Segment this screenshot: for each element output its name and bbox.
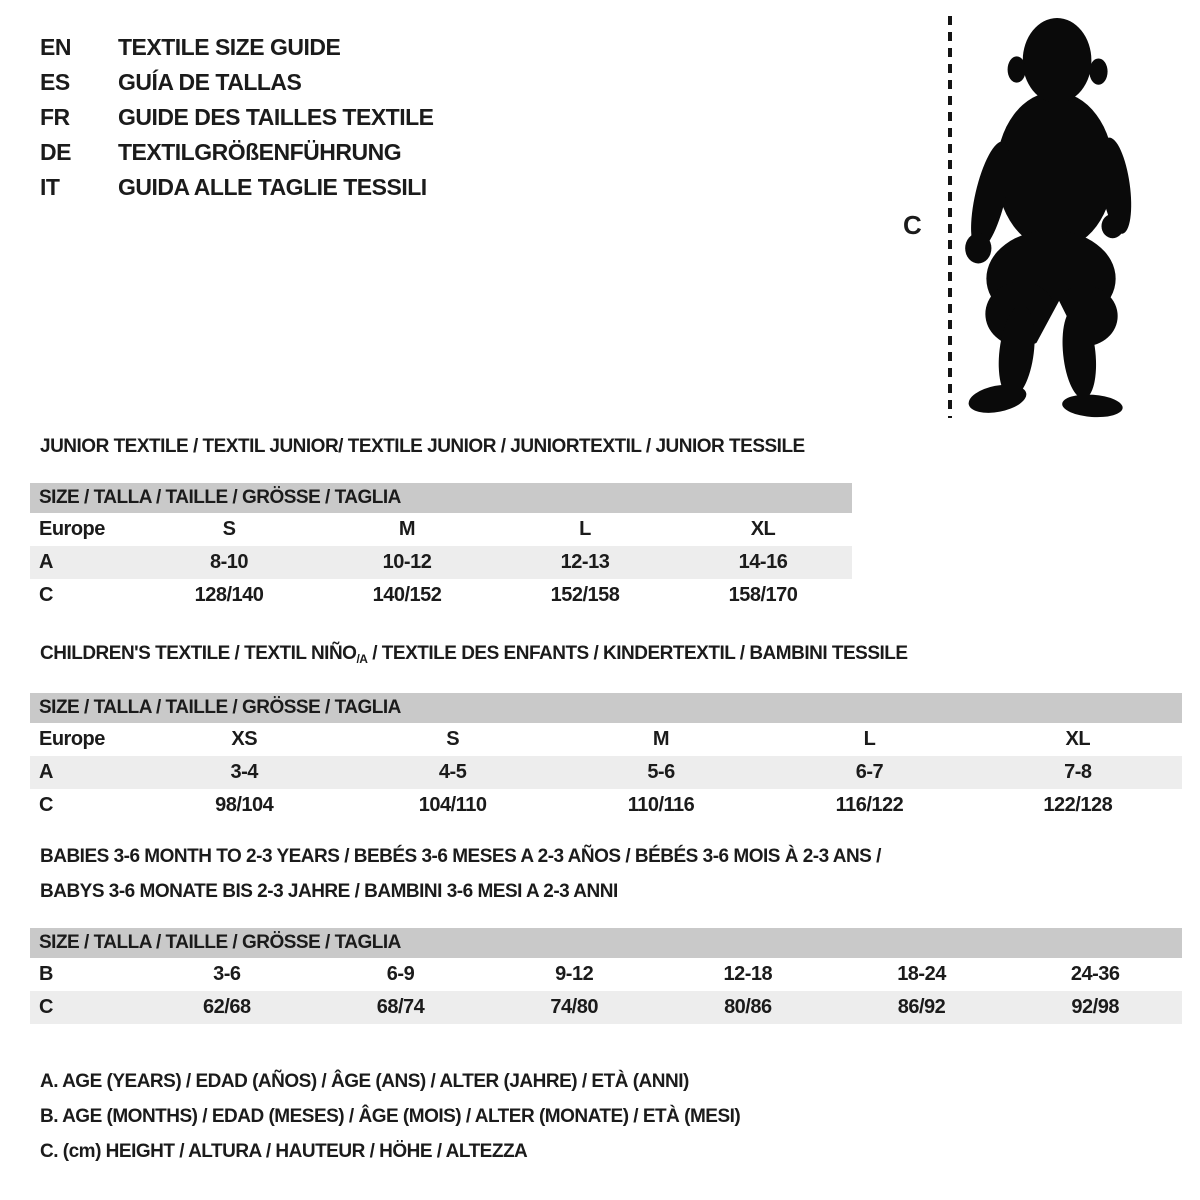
language-code: FR [40,104,70,130]
table-cell: 5-6 [647,761,675,783]
table-cell: 68/74 [376,996,425,1018]
table-cell: 152/158 [550,584,620,606]
section-title-line [40,844,881,879]
language-title: GUIDE DES TAILLES TEXTILE [118,104,434,130]
size-table-babies [30,928,1182,1024]
row-label: Europe [39,518,105,540]
section-title-children [40,641,908,676]
table-row [30,958,1182,991]
table-row [30,513,852,546]
section-title-line [40,434,805,469]
table-cell: 128/140 [194,584,264,606]
title-subscript: /A [356,652,368,666]
title-text: JUNIOR TEXTILE / TEXTIL JUNIOR/ TEXTILE JUNIOR / JUNIORTEXTIL / JUNIOR TESSILE [40,436,805,457]
table-row [30,546,852,579]
table-cell: 12-18 [723,963,773,985]
table-cell: 8-10 [209,551,249,573]
table-cell: 62/68 [203,996,251,1018]
table-cell: M [652,728,670,750]
language-row [40,135,434,170]
table-cell: 10-12 [382,551,432,573]
legend-line-a: A. AGE (YEARS) / EDAD (AÑOS) / ÂGE (ANS) / ALTER (JAHRE) / ETÀ (ANNI) [40,1071,689,1092]
table-cell: M [398,518,416,540]
table-cell: 9-12 [555,963,594,985]
table-row [30,789,1182,822]
language-code: IT [40,174,60,200]
table-cell: 14-16 [738,551,788,573]
table-cell: XS [231,728,258,750]
table-cell: 3-6 [213,963,241,985]
section-title-line [40,641,908,676]
height-measure-label: C [903,210,922,240]
size-table-header: SIZE / TALLA / TAILLE / GRÖSSE / TAGLIA [30,928,1182,958]
table-cell: 110/116 [627,794,695,816]
row-label: C [39,794,53,816]
table-cell: S [446,728,460,750]
table-cell: XL [750,518,776,540]
section-title-junior [40,434,805,469]
section-title-line [40,879,881,914]
table-cell: 158/170 [728,584,798,606]
table-row [30,756,1182,789]
measure-legend [40,1068,740,1173]
language-title-list [40,30,434,205]
language-row [40,65,434,100]
row-label: C [39,584,53,606]
table-row [30,579,852,612]
height-measure-dashed-line [948,16,952,418]
table-cell: 74/80 [550,996,598,1018]
table-cell: 7-8 [1064,761,1092,783]
table-cell: 86/92 [897,996,946,1018]
language-code: DE [40,139,71,165]
table-cell: 104/110 [418,794,487,816]
table-cell: 4-5 [438,761,467,783]
language-title: TEXTILGRÖßENFÜHRUNG [118,139,402,165]
table-cell: 18-24 [897,963,946,985]
table-cell: 24-36 [1070,963,1120,985]
table-cell: 116/122 [835,794,904,816]
table-cell: L [579,518,591,540]
language-row [40,30,434,65]
language-row [40,100,434,135]
size-table-children [30,693,1182,822]
size-table-header: SIZE / TALLA / TAILLE / GRÖSSE / TAGLIA [30,483,852,513]
table-row [30,723,1182,756]
title-text: CHILDREN'S TEXTILE / TEXTIL NIÑO [40,643,357,664]
table-cell: 140/152 [372,584,442,606]
table-cell: 80/86 [724,996,772,1018]
section-title-babies [40,844,881,914]
legend-line-c: C. (cm) HEIGHT / ALTURA / HAUTEUR / HÖHE / ALTEZZA [40,1141,528,1162]
title-text: BABYS 3-6 MONATE BIS 2-3 JAHRE / BAMBINI 3-6 MESI A 2-3 ANNI [40,881,618,902]
legend-line-b: B. AGE (MONTHS) / EDAD (MESES) / ÂGE (MOIS) / ALTER (MONATE) / ETÀ (MESI) [40,1106,741,1127]
row-label: A [39,761,53,783]
table-cell: 6-7 [855,761,884,783]
row-label: A [39,551,53,573]
table-row [30,991,1182,1024]
table-cell: 98/104 [215,794,274,816]
table-cell: 122/128 [1043,794,1113,816]
size-table-header: SIZE / TALLA / TAILLE / GRÖSSE / TAGLIA [30,693,1182,723]
row-label: Europe [39,728,105,750]
table-cell: XL [1065,728,1091,750]
table-cell: 12-13 [560,551,610,573]
toddler-silhouette [963,14,1137,420]
row-label: C [39,996,53,1018]
table-cell: S [222,518,236,540]
size-table-junior [30,483,852,612]
table-cell: 3-4 [230,761,258,783]
language-title: GUÍA DE TALLAS [118,69,302,95]
table-cell: 6-9 [386,963,415,985]
table-cell: 92/98 [1071,996,1119,1018]
title-text: BABIES 3-6 MONTH TO 2-3 YEARS / BEBÉS 3-6 MESES A 2-3 AÑOS / BÉBÉS 3-6 MOIS À 2-3 ANS / [40,846,881,867]
language-title: GUIDA ALLE TAGLIE TESSILI [118,174,427,200]
language-row [40,170,434,205]
language-code: ES [40,69,70,95]
language-code: EN [40,34,71,60]
title-text: / TEXTILE DES ENFANTS / KINDERTEXTIL / BAMBINI TESSILE [367,643,908,664]
row-label: B [39,963,53,985]
language-title: TEXTILE SIZE GUIDE [118,34,341,60]
table-cell: L [863,728,876,750]
